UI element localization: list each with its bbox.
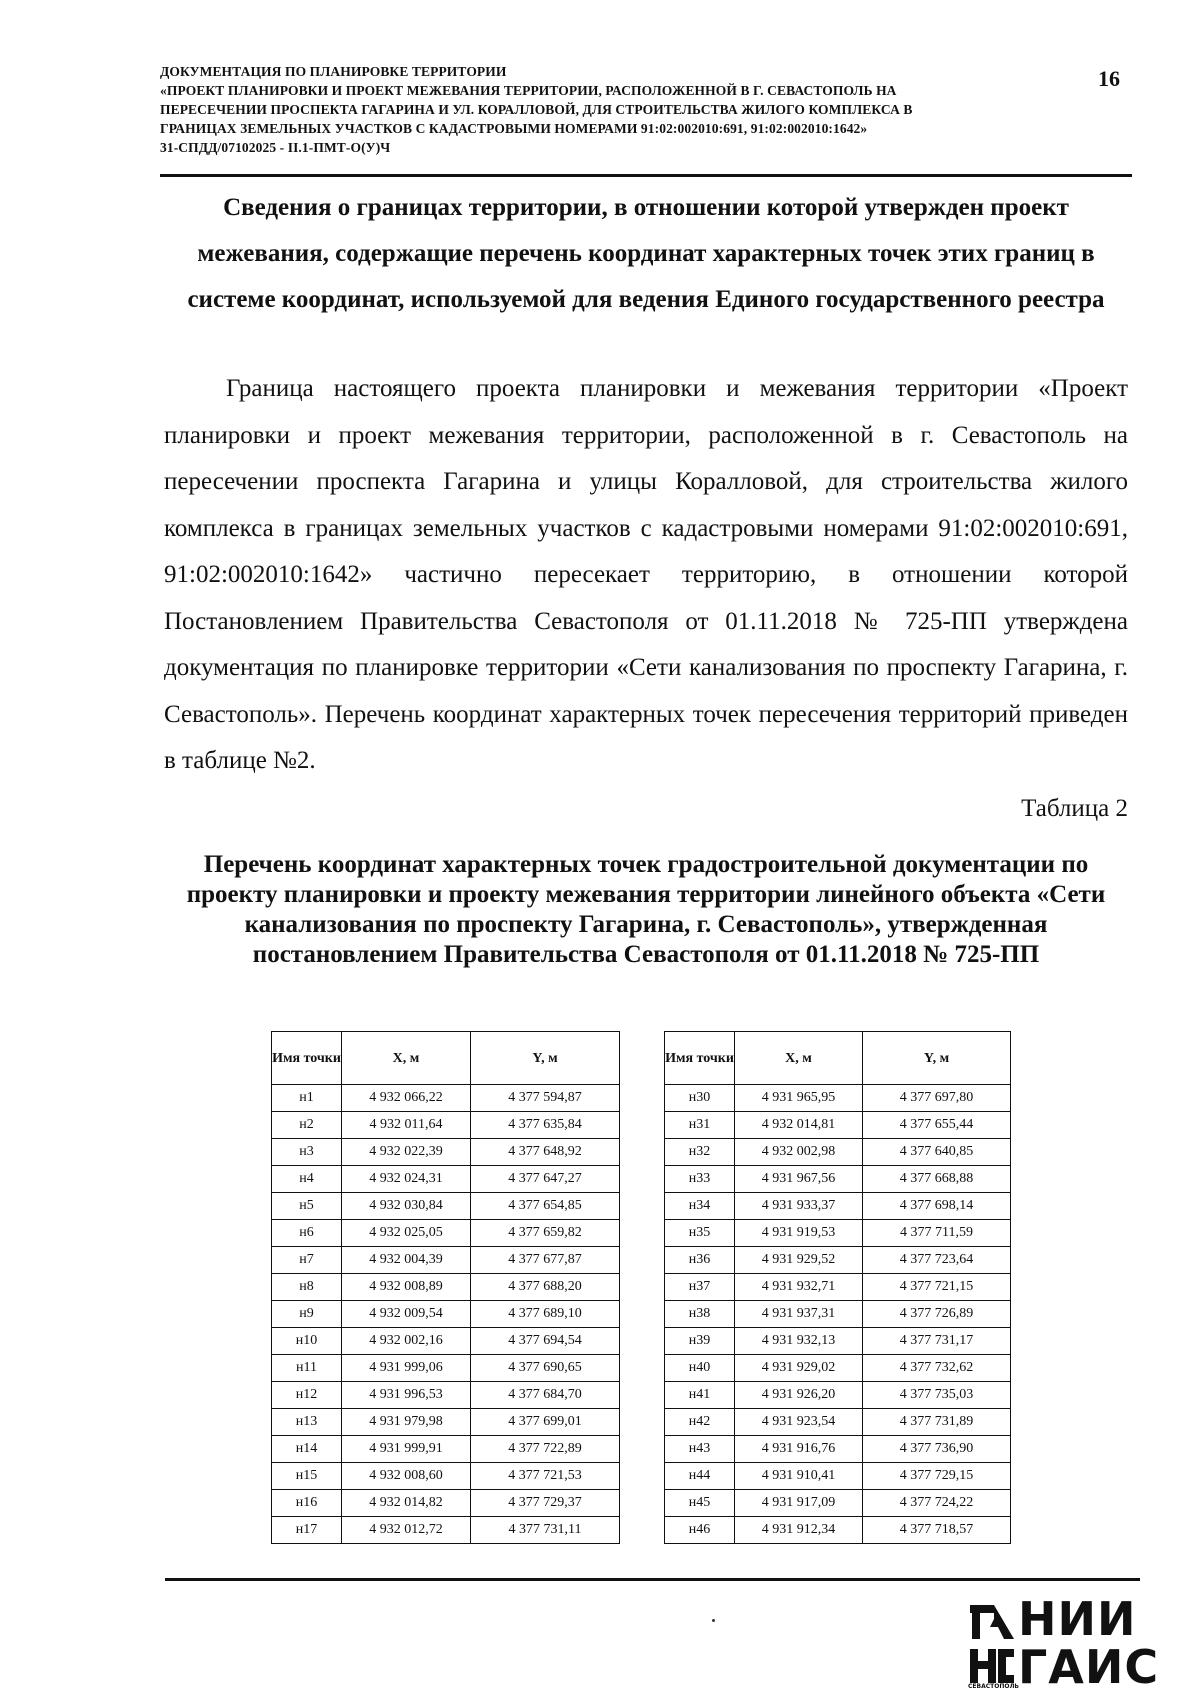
- cell-x: 4 932 004,39: [342, 1247, 471, 1274]
- cell-point-name: н7: [272, 1247, 342, 1274]
- table-row: [665, 1274, 1011, 1301]
- cell-x: 4 932 011,64: [342, 1112, 471, 1139]
- cell-y: 4 377 721,15: [863, 1274, 1011, 1301]
- cell-y: 4 377 729,37: [471, 1490, 620, 1517]
- cell-point-name: н42: [665, 1409, 735, 1436]
- column-header-y: Y, м: [863, 1032, 1011, 1085]
- page-number: 16: [1098, 66, 1120, 91]
- cell-y: 4 377 594,87: [471, 1085, 620, 1112]
- table-row: [272, 1166, 620, 1193]
- table-row: [665, 1328, 1011, 1355]
- cell-x: 4 932 014,82: [342, 1490, 471, 1517]
- header-line-2: «ПРОЕКТ ПЛАНИРОВКИ И ПРОЕКТ МЕЖЕВАНИЯ ТЕРРИТОРИИ, РАСПОЛОЖЕННОЙ В Г. СЕВАСТОПОЛЬ НА: [160, 83, 897, 98]
- table-row: [272, 1301, 620, 1328]
- cell-y: 4 377 684,70: [471, 1382, 620, 1409]
- cell-x: 4 931 926,20: [735, 1382, 863, 1409]
- cell-y: 4 377 731,89: [863, 1409, 1011, 1436]
- cell-x: 4 931 979,98: [342, 1409, 471, 1436]
- cell-point-name: н46: [665, 1517, 735, 1544]
- cell-point-name: н13: [272, 1409, 342, 1436]
- cell-y: 4 377 677,87: [471, 1247, 620, 1274]
- cell-point-name: н6: [272, 1220, 342, 1247]
- cell-y: 4 377 721,53: [471, 1463, 620, 1490]
- cell-point-name: н14: [272, 1436, 342, 1463]
- coordinates-table-left: [271, 1031, 620, 1544]
- table-header-row: [665, 1032, 1011, 1085]
- cell-y: 4 377 654,85: [471, 1193, 620, 1220]
- cell-point-name: н4: [272, 1166, 342, 1193]
- table-row: [272, 1409, 620, 1436]
- cell-x: 4 932 022,39: [342, 1139, 471, 1166]
- cell-y: 4 377 722,89: [471, 1436, 620, 1463]
- cell-point-name: н8: [272, 1274, 342, 1301]
- cell-point-name: н32: [665, 1139, 735, 1166]
- table-row: [272, 1463, 620, 1490]
- header-line-1: ДОКУМЕНТАЦИЯ ПО ПЛАНИРОВКЕ ТЕРРИТОРИИ: [160, 64, 507, 79]
- cell-x: 4 931 912,34: [735, 1517, 863, 1544]
- table-row: [665, 1436, 1011, 1463]
- table-title: Перечень координат характерных точек градостроительной документации по проекту планировки и проекту межевания территории линейного объекта «Сети канализования по проспекту Гагарина, г. Севастополь», утвержденная постановлением Правительства Севастополя от 01.11.2018 № 725-ПП: [186, 851, 1106, 968]
- cell-x: 4 931 967,56: [735, 1166, 863, 1193]
- cell-point-name: н2: [272, 1112, 342, 1139]
- table-row: [665, 1355, 1011, 1382]
- cell-x: 4 931 929,52: [735, 1247, 863, 1274]
- cell-x: 4 932 066,22: [342, 1085, 471, 1112]
- cell-y: 4 377 723,64: [863, 1247, 1011, 1274]
- table-row: [272, 1274, 620, 1301]
- cell-y: 4 377 711,59: [863, 1220, 1011, 1247]
- table-row: [665, 1247, 1011, 1274]
- cell-point-name: н34: [665, 1193, 735, 1220]
- cell-y: 4 377 640,85: [863, 1139, 1011, 1166]
- cell-y: 4 377 697,80: [863, 1085, 1011, 1112]
- table-caption: Таблица 2: [1021, 795, 1128, 822]
- cell-x: 4 932 008,89: [342, 1274, 471, 1301]
- logo-line-2: ГАИС: [1018, 1640, 1160, 1694]
- column-header-y: Y, м: [471, 1032, 620, 1085]
- cell-x: 4 932 008,60: [342, 1463, 471, 1490]
- column-header-x: X, м: [342, 1032, 471, 1085]
- section-title: Сведения о границах территории, в отношении которой утвержден проект межевания, содержащие перечень координат характерных точек этих границ в системе координат, используемой для ведения Единого государственного реестра: [187, 194, 1105, 313]
- cell-y: 4 377 699,01: [471, 1409, 620, 1436]
- logo-wordmark: [1018, 1592, 1160, 1694]
- cell-point-name: н41: [665, 1382, 735, 1409]
- body-paragraph: Граница настоящего проекта планировки и межевания территории «Проект планировки и проект межевания территории, расположенной в г. Севастополь на пересечении проспекта Гагарина и улицы Коралловой, для строительства жилого комплекса в границах земельных участков с кадастровыми номерами 91:02:002010:691, 91:02:002010:1642» частично пересекает территорию, в отношении которой Постановлением Правительства Севастополя от 01.11.2018 № 725-ПП утверждена документация по планировке территории «Сети канализования по проспекту Гагарина, г. Севастополь». Перечень координат характерных точек пересечения территорий приведен в таблице №2.: [164, 375, 1128, 774]
- cell-x: 4 931 919,53: [735, 1220, 863, 1247]
- table-row: [272, 1517, 620, 1544]
- header-divider: [160, 174, 1132, 177]
- column-header-point-name: Имя точки: [272, 1032, 342, 1085]
- cell-y: 4 377 732,62: [863, 1355, 1011, 1382]
- table-row: [665, 1166, 1011, 1193]
- cell-point-name: н9: [272, 1301, 342, 1328]
- cell-y: 4 377 724,22: [863, 1490, 1011, 1517]
- table-row: [665, 1085, 1011, 1112]
- table-row: [665, 1517, 1011, 1544]
- scan-speck: [712, 1619, 715, 1622]
- cell-x: 4 932 024,31: [342, 1166, 471, 1193]
- cell-point-name: н5: [272, 1193, 342, 1220]
- cell-point-name: н16: [272, 1490, 342, 1517]
- table-header-row: [272, 1032, 620, 1085]
- cell-point-name: н40: [665, 1355, 735, 1382]
- cell-x: 4 931 923,54: [735, 1409, 863, 1436]
- table-row: [272, 1085, 620, 1112]
- cell-y: 4 377 688,20: [471, 1274, 620, 1301]
- table-row: [665, 1193, 1011, 1220]
- cell-x: 4 931 999,06: [342, 1355, 471, 1382]
- cell-y: 4 377 655,44: [863, 1112, 1011, 1139]
- cell-x: 4 931 929,02: [735, 1355, 863, 1382]
- cell-y: 4 377 694,54: [471, 1328, 620, 1355]
- cell-y: 4 377 726,89: [863, 1301, 1011, 1328]
- cell-x: 4 931 933,37: [735, 1193, 863, 1220]
- table-row: [665, 1301, 1011, 1328]
- cell-y: 4 377 668,88: [863, 1166, 1011, 1193]
- column-header-x: X, м: [735, 1032, 863, 1085]
- cell-x: 4 931 916,76: [735, 1436, 863, 1463]
- cell-y: 4 377 735,03: [863, 1382, 1011, 1409]
- cell-y: 4 377 718,57: [863, 1517, 1011, 1544]
- cell-y: 4 377 659,82: [471, 1220, 620, 1247]
- cell-point-name: н38: [665, 1301, 735, 1328]
- cell-y: 4 377 736,90: [863, 1436, 1011, 1463]
- cell-x: 4 932 002,16: [342, 1328, 471, 1355]
- table-row: [272, 1220, 620, 1247]
- cell-point-name: н30: [665, 1085, 735, 1112]
- organization-logo: [968, 1592, 1160, 1695]
- cell-point-name: н37: [665, 1274, 735, 1301]
- table-row: [272, 1355, 620, 1382]
- cell-point-name: н33: [665, 1166, 735, 1193]
- cell-point-name: н44: [665, 1463, 735, 1490]
- cell-point-name: н45: [665, 1490, 735, 1517]
- cell-point-name: н15: [272, 1463, 342, 1490]
- table-row: [665, 1490, 1011, 1517]
- table-row: [272, 1193, 620, 1220]
- table-row: [272, 1328, 620, 1355]
- cell-point-name: н35: [665, 1220, 735, 1247]
- logo-emblem-icon: [968, 1599, 1016, 1689]
- cell-y: 4 377 729,15: [863, 1463, 1011, 1490]
- cell-point-name: н10: [272, 1328, 342, 1355]
- cell-y: 4 377 689,10: [471, 1301, 620, 1328]
- column-header-point-name: Имя точки: [665, 1032, 735, 1085]
- cell-y: 4 377 690,65: [471, 1355, 620, 1382]
- cell-x: 4 931 932,13: [735, 1328, 863, 1355]
- cell-x: 4 932 009,54: [342, 1301, 471, 1328]
- table-row: [272, 1112, 620, 1139]
- cell-x: 4 932 002,98: [735, 1139, 863, 1166]
- header-line-3: ПЕРЕСЕЧЕНИИ ПРОСПЕКТА ГАГАРИНА И УЛ. КОРАЛЛОВОЙ, ДЛЯ СТРОИТЕЛЬСТВА ЖИЛОГО КОМПЛЕКСА В: [160, 102, 913, 117]
- cell-x: 4 931 917,09: [735, 1490, 863, 1517]
- cell-y: 4 377 648,92: [471, 1139, 620, 1166]
- table-row: [665, 1139, 1011, 1166]
- cell-x: 4 932 012,72: [342, 1517, 471, 1544]
- table-row: [665, 1220, 1011, 1247]
- cell-point-name: н11: [272, 1355, 342, 1382]
- header-line-4: ГРАНИЦАХ ЗЕМЕЛЬНЫХ УЧАСТКОВ С КАДАСТРОВЫМИ НОМЕРАМИ 91:02:002010:691, 91:02:002010:1642»: [160, 121, 868, 136]
- table-row: [272, 1382, 620, 1409]
- cell-x: 4 932 014,81: [735, 1112, 863, 1139]
- cell-point-name: н31: [665, 1112, 735, 1139]
- cell-point-name: н17: [272, 1517, 342, 1544]
- cell-y: 4 377 731,11: [471, 1517, 620, 1544]
- cell-point-name: н43: [665, 1436, 735, 1463]
- cell-y: 4 377 731,17: [863, 1328, 1011, 1355]
- cell-point-name: н12: [272, 1382, 342, 1409]
- cell-point-name: н36: [665, 1247, 735, 1274]
- table-row: [272, 1490, 620, 1517]
- table-row: [272, 1139, 620, 1166]
- cell-x: 4 931 932,71: [735, 1274, 863, 1301]
- cell-x: 4 932 030,84: [342, 1193, 471, 1220]
- table-row: [665, 1382, 1011, 1409]
- cell-point-name: н1: [272, 1085, 342, 1112]
- document-header: [160, 62, 1040, 157]
- cell-x: 4 932 025,05: [342, 1220, 471, 1247]
- cell-x: 4 931 999,91: [342, 1436, 471, 1463]
- cell-x: 4 931 937,31: [735, 1301, 863, 1328]
- table-row: [665, 1409, 1011, 1436]
- coordinates-table-right: [664, 1031, 1011, 1544]
- table-row: [665, 1112, 1011, 1139]
- cell-y: 4 377 635,84: [471, 1112, 620, 1139]
- cell-x: 4 931 910,41: [735, 1463, 863, 1490]
- header-line-5: 31-СПДД/07102025 - II.1-ПМТ-О(У)Ч: [160, 140, 391, 155]
- logo-subtitle: СЕВАСТОПОЛЬ: [968, 1683, 1019, 1690]
- cell-y: 4 377 698,14: [863, 1193, 1011, 1220]
- table-row: [665, 1463, 1011, 1490]
- table-row: [272, 1436, 620, 1463]
- logo-line-1: НИИ: [1018, 1592, 1137, 1646]
- cell-y: 4 377 647,27: [471, 1166, 620, 1193]
- table-row: [272, 1247, 620, 1274]
- cell-x: 4 931 965,95: [735, 1085, 863, 1112]
- cell-point-name: н39: [665, 1328, 735, 1355]
- cell-point-name: н3: [272, 1139, 342, 1166]
- footer-divider: [165, 1578, 1140, 1581]
- cell-x: 4 931 996,53: [342, 1382, 471, 1409]
